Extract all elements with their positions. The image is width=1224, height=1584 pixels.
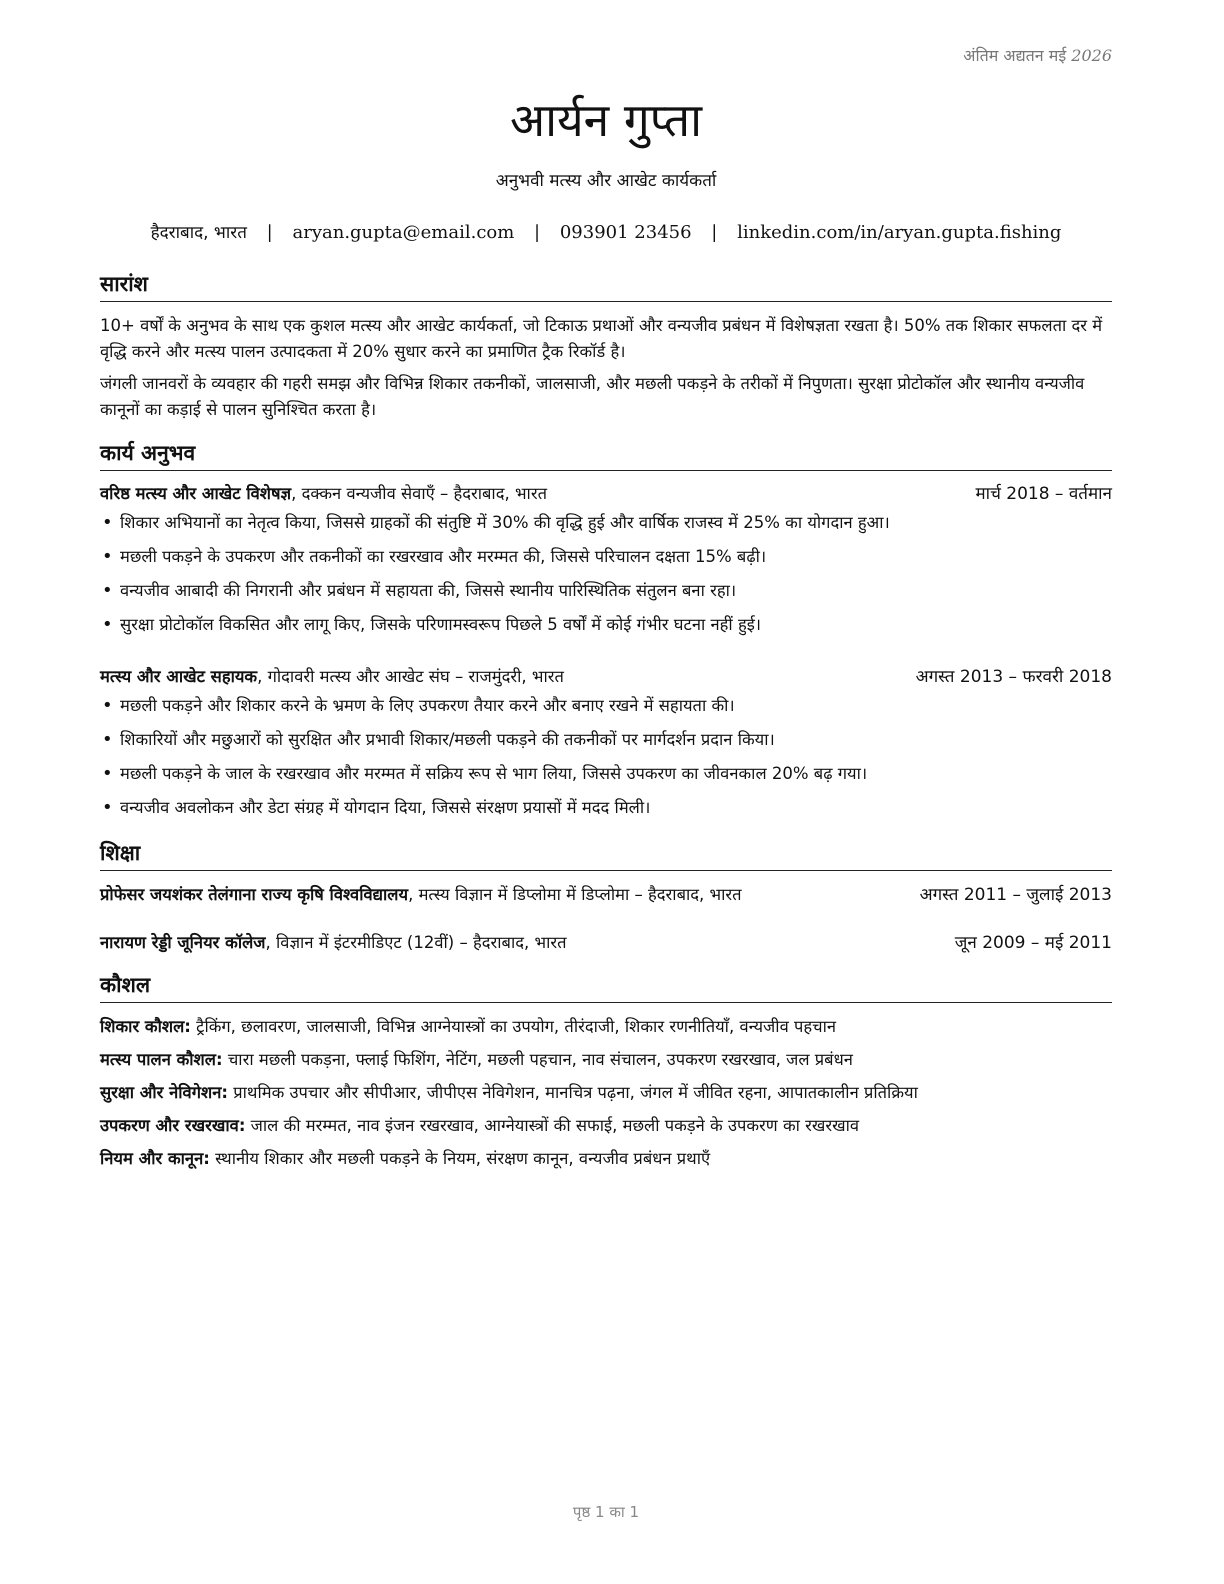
skill-line (100, 1146, 1112, 1169)
skill-label: नियम और कानून: (100, 1149, 210, 1168)
skill-line (100, 1113, 1112, 1136)
job-bullet: • सुरक्षा प्रोटोकॉल विकसित और लागू किए, जिसके परिणामस्वरूप पिछले 5 वर्षों में कोई गंभीर घटना नहीं हुई। (100, 613, 1112, 647)
education-dates: अगस्त 2011 – जुलाई 2013 (919, 885, 1112, 905)
contact-separator: | (711, 222, 718, 243)
skill-label: उपकरण और रखरखाव: (100, 1116, 246, 1135)
job-bullet: • मछली पकड़ने के उपकरण और तकनीकों का रखरखाव और मरम्मत की, जिससे परिचालन दक्षता 15% बढ़ी। (100, 545, 1112, 579)
job-bullet: • मछली पकड़ने और शिकार करने के भ्रमण के लिए उपकरण तैयार करने और बनाए रखने में सहायता की। (100, 694, 1112, 728)
job-header (100, 481, 1112, 504)
skill-label: सुरक्षा और नेविगेशन: (100, 1083, 228, 1102)
contact-phone[interactable]: 093901 23456 (559, 222, 692, 243)
page-number: पृष्ठ 1 का 1 (572, 1503, 640, 1521)
education-institution: प्रोफेसर जयशंकर तेलंगाना राज्य कृषि विश्वविद्यालय (100, 885, 409, 904)
skill-line (100, 1080, 1112, 1103)
summary-paragraph: जंगली जानवरों के व्यवहार की गहरी समझ और विभिन्न शिकार तकनीकों, जालसाजी, और मछली पकड़ने के तरीकों में निपुणता। सुरक्षा प्रोटोकॉल और स्थानीय वन्यजीव कानूनों का कड़ाई से पालन सुनिश्चित करता है। (100, 374, 1085, 419)
job-bullets (100, 511, 1112, 647)
job-bullet: • वन्यजीव अवलोकन और डेटा संग्रह में योगदान दिया, जिससे संरक्षण प्रयासों में मदद मिली। (100, 796, 1112, 830)
job-bullets (100, 694, 1112, 830)
education-detail: , विज्ञान में इंटरमीडिएट (12वीं) – हैदराबाद, भारत (265, 933, 567, 952)
candidate-name: आर्यन गुप्ता (509, 93, 703, 147)
skill-value: जाल की मरम्मत, नाव इंजन रखरखाव, आग्नेयास्त्रों की सफाई, मछली पकड़ने के उपकरण का रखरखाव (245, 1116, 860, 1135)
contact-line (100, 220, 1112, 243)
experience-heading: कार्य अनुभव (100, 439, 1112, 471)
education-item (100, 882, 1112, 905)
education-detail: , मत्स्य विज्ञान में डिप्लोमा में डिप्लोमा – हैदराबाद, भारत (408, 885, 742, 904)
skill-line (100, 1014, 1112, 1037)
job-header (100, 664, 1112, 687)
job-bullet: • शिकार अभियानों का नेतृत्व किया, जिससे ग्राहकों की संतुष्टि में 30% की वृद्धि हुई और वार्षिक राजस्व में 25% का योगदान हुआ। (100, 511, 1112, 545)
resume-page (100, 0, 1112, 1584)
education-dates: जून 2009 – मई 2011 (954, 933, 1112, 953)
skill-value: स्थानीय शिकार और मछली पकड़ने के नियम, संरक्षण कानून, वन्यजीव प्रबंधन प्रथाएँ (209, 1149, 711, 1168)
summary-paragraph: 10+ वर्षों के अनुभव के साथ एक कुशल मत्स्य और आखेट कार्यकर्ता, जो टिकाऊ प्रथाओं और वन्यजीव प्रबंधन में विशेषज्ञता रखता है। 50% तक शिकार सफलता दर में वृद्धि करने और मत्स्य पालन उत्पादकता में 20% सुधार करने का प्रमाणित ट्रैक रिकॉर्ड है। (100, 316, 1103, 361)
job-dates: मार्च 2018 – वर्तमान (975, 484, 1112, 504)
last-updated (963, 44, 1112, 66)
summary-heading: सारांश (100, 270, 1112, 302)
contact-separator: | (534, 222, 541, 243)
contact-separator: | (266, 222, 273, 243)
candidate-headline: अनुभवी मत्स्य और आखेट कार्यकर्ता (495, 171, 717, 191)
skills-heading: कौशल (100, 971, 1112, 1003)
job-bullet: • शिकारियों और मछुआरों को सुरक्षित और प्रभावी शिकार/मछली पकड़ने की तकनीकों पर मार्गदर्शन प्रदान किया। (100, 728, 1112, 762)
skill-label: मत्स्य पालन कौशल: (100, 1050, 223, 1069)
skill-label: शिकार कौशल: (100, 1017, 191, 1036)
contact-linkedin[interactable]: linkedin.com/in/aryan.gupta.fishing (737, 222, 1062, 243)
contact-email[interactable]: aryan.gupta@email.com (292, 222, 515, 243)
skill-line (100, 1047, 1112, 1070)
education-heading: शिक्षा (100, 839, 1112, 871)
job-title: मत्स्य और आखेट सहायक (100, 667, 258, 686)
contact-location: हैदराबाद, भारत (150, 223, 247, 243)
job-org: , गोदावरी मत्स्य और आखेट संघ – राजमुंदरी, भारत (257, 667, 564, 686)
last-updated-label: अंतिम अद्यतन मई (963, 46, 1067, 65)
education-item (100, 930, 1112, 953)
last-updated-year: 2026 (1071, 46, 1112, 65)
skill-value: प्राथमिक उपचार और सीपीआर, जीपीएस नेविगेशन, मानचित्र पढ़ना, जंगल में जीवित रहना, आपातकालीन प्रतिक्रिया (228, 1083, 918, 1102)
job-bullet: • मछली पकड़ने के जाल के रखरखाव और मरम्मत में सक्रिय रूप से भाग लिया, जिससे उपकरण का जीवनकाल 20% बढ़ गया। (100, 762, 1112, 796)
job-bullet: • वन्यजीव आबादी की निगरानी और प्रबंधन में सहायता की, जिससे स्थानीय पारिस्थितिक संतुलन बना रहा। (100, 579, 1112, 613)
job-title: वरिष्ठ मत्स्य और आखेट विशेषज्ञ (100, 484, 292, 503)
job-org: , दक्कन वन्यजीव सेवाएँ – हैदराबाद, भारत (291, 484, 547, 503)
job-dates: अगस्त 2013 – फरवरी 2018 (915, 667, 1112, 687)
skill-value: चारा मछली पकड़ना, फ्लाई फिशिंग, नेटिंग, मछली पहचान, नाव संचालन, उपकरण रखरखाव, जल प्रबंधन (222, 1050, 853, 1069)
skill-value: ट्रैकिंग, छलावरण, जालसाजी, विभिन्न आग्नेयास्त्रों का उपयोग, तीरंदाजी, शिकार रणनीतियाँ, वन्यजीव पहचान (190, 1017, 837, 1036)
education-institution: नारायण रेड्डी जूनियर कॉलेज (100, 933, 266, 952)
